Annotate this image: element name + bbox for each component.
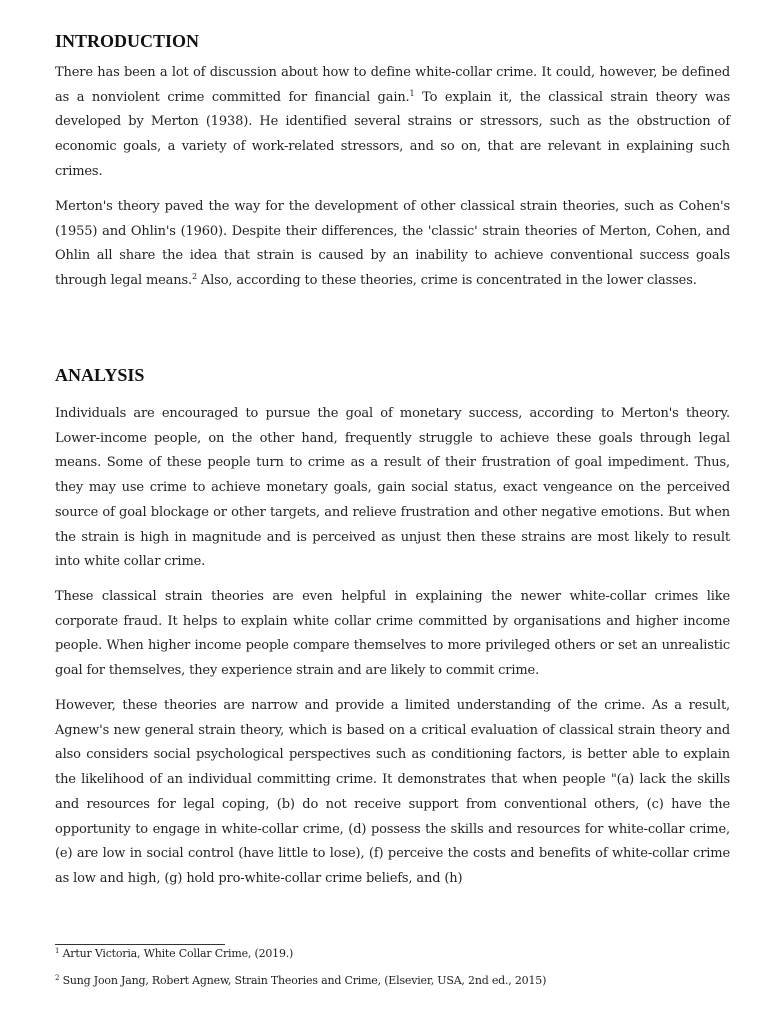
introduction-paragraph-1-text-a: There has been a lot of discussion about how to define white-collar crime. It could, however, be defined as a nonviolent crime committed for financial gain. xyxy=(55,65,730,105)
introduction-paragraph-2-text-b: Also, according to these theories, crime is concentrated in the lower classes. xyxy=(196,273,697,289)
analysis-paragraph-2: These classical strain theories are even helpful in explaining the newer white-collar crimes like corporate fraud. It helps to explain white collar crime committed by organisations and higher income people. When higher income people compare themselves to more privileged others or set an unrealistic goal for themselves, they experience strain and are likely to commit crime. xyxy=(55,589,730,679)
introduction-paragraph-2-text-a: Merton's theory paved the way for the development of other classical strain theories, such as Cohen's (1955) and Ohlin's (1960). Despite their differences, the 'classic' strain theories of Merton, Cohen, and Ohlin all share the idea that strain is caused by an inability to achieve conventional success goals through legal means. xyxy=(55,199,730,289)
footnote-2 xyxy=(55,974,546,987)
analysis-heading: ANALYSIS xyxy=(55,365,145,385)
footnote-2-text: Sung Joon Jang, Robert Agnew, Strain Theories and Crime, (Elsevier, USA, 2nd ed., 2015) xyxy=(62,974,547,987)
introduction-paragraph-2 xyxy=(55,195,730,294)
introduction-paragraph-1 xyxy=(55,61,730,185)
footnote-ref-2: 2 xyxy=(192,272,197,282)
footnote-separator xyxy=(55,944,225,945)
analysis-paragraph-1: Individuals are encouraged to pursue the goal of monetary success, according to Merton's theory. Lower-income people, on the other hand, frequently struggle to achieve these goals through legal means. Some of these people turn to crime as a result of their frustration of goal impediment. Thus, they may use crime to achieve monetary goals, gain social status, exact vengeance on the perceived source of goal blockage or other targets, and relieve frustration and other negative emotions. But when the strain is high in magnitude and is perceived as unjust then these strains are most likely to result into white collar crime. xyxy=(55,406,730,570)
analysis-paragraph-3: However, these theories are narrow and provide a limited understanding of the crime. As a result, Agnew's new general strain theory, which is based on a critical evaluation of classical strain theory and also considers social psychological perspectives such as conditioning factors, is better able to explain the likelihood of an individual committing crime. It demonstrates that when people "(a) lack the skills and resources for legal coping, (b) do not receive support from conventional others, (c) have the opportunity to engage in white-collar crime, (d) possess the skills and resources for white-collar crime, (e) are low in social control (have little to lose), (f) perceive the costs and benefits of white-collar crime as low and high, (g) hold pro-white-collar crime beliefs, and (h) xyxy=(55,698,730,886)
introduction-paragraph-1-text-b: To explain it, the classical strain theory was developed by Merton (1938). He identified several strains or stressors, such as the obstruction of economic goals, a variety of work-related stressors, and so on, that are relevant in explaining such crimes. xyxy=(55,89,730,179)
footnote-ref-1: 1 xyxy=(409,88,415,98)
footnote-1-number: 1 xyxy=(55,947,60,955)
introduction-heading: INTRODUCTION xyxy=(55,31,200,51)
footnote-1 xyxy=(55,947,293,960)
footnote-1-text: Artur Victoria, White Collar Crime, (2019.) xyxy=(62,947,294,960)
footnote-2-number: 2 xyxy=(55,974,60,982)
